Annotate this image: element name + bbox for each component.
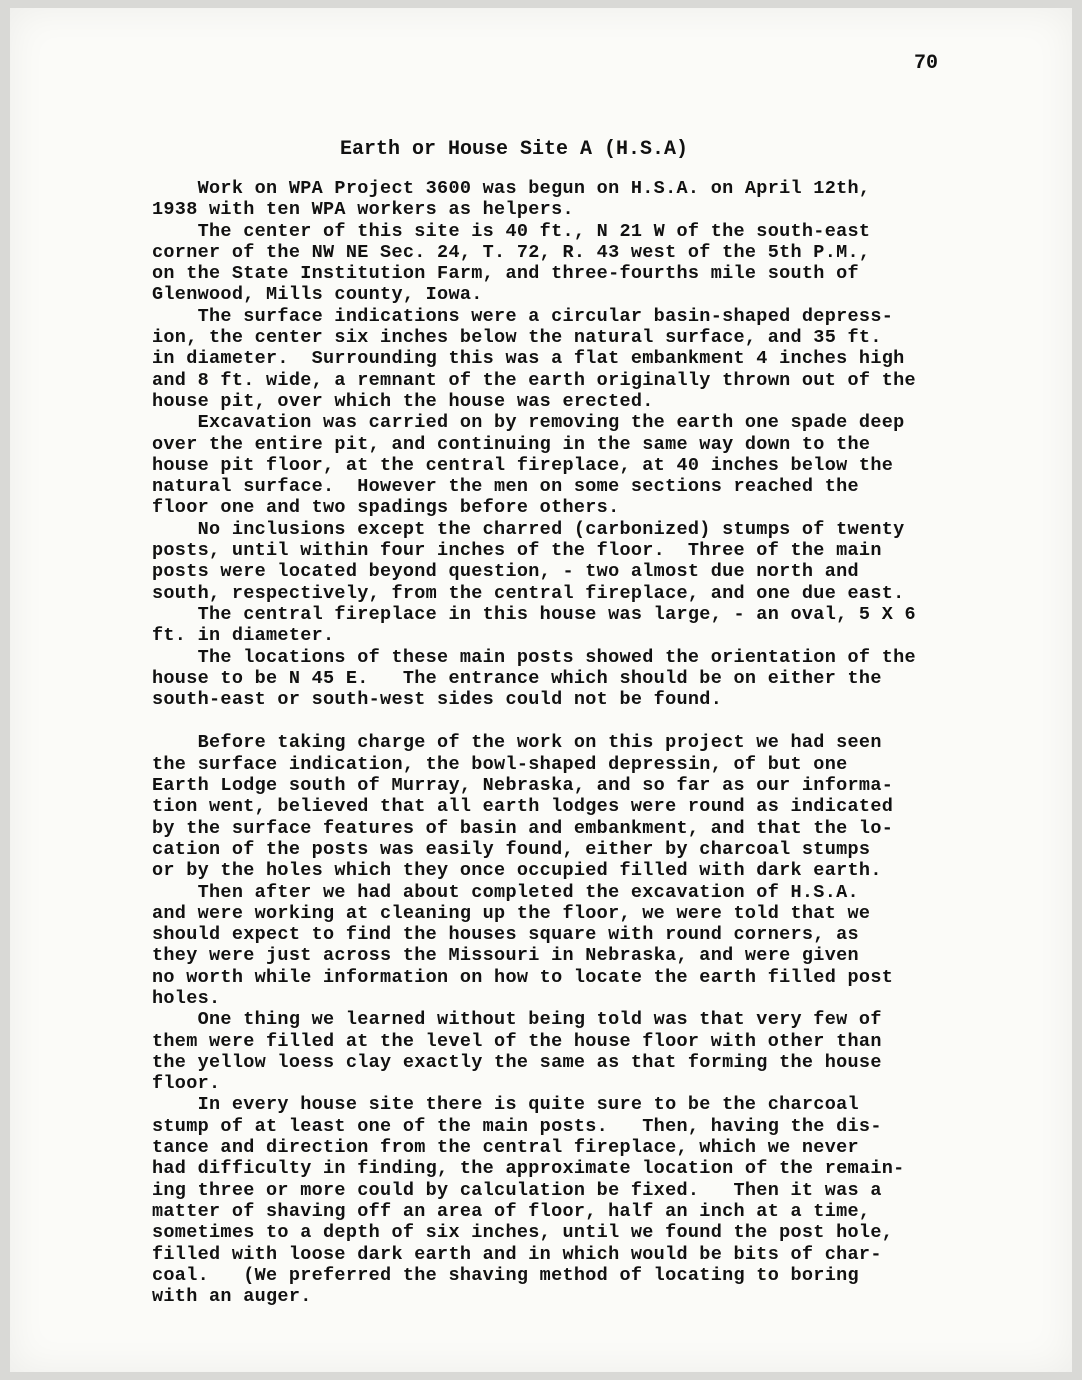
document-page (10, 8, 1072, 1372)
paragraph: The central fireplace in this house was large, - an oval, 5 X 6 ft. in diameter. (152, 603, 916, 647)
paragraph: The surface indications were a circular basin-shaped depress- ion, the center six inches below the natural surface, and 35 ft. in diameter. Surrounding this was a flat embankment 4 inches high and 8 ft. wide, a remnant of the earth originally thrown out of the house pit, over which the house was erected. (152, 305, 916, 412)
paragraph: Excavation was carried on by removing the earth one spade deep over the entire pit, and continuing in the same way down to the house pit floor, at the central fireplace, at 40 inches below the natural surface. However the men on some sections reached the floor one and two spadings before others. (152, 412, 905, 519)
paragraph: No inclusions except the charred (carbonized) stumps of twenty posts, until within four inches of the floor. Three of the main posts were located beyond question, - two almost due north and south, respectively, from the central fireplace, and one due east. (152, 518, 905, 604)
paragraph: In every house site there is quite sure to be the charcoal stump of at least one of the main posts. Then, having the dis- tance and direction from the central fireplace, which we never had difficulty in finding, the approximate location of the remain- ing three or more could by calculation be fixed. Then it was a matter of shaving off an area of floor, half an inch at a time, sometimes to a depth of six inches, until we found the post hole, filled with loose dark earth and in which would be bits of char- coal. (We preferred the shaving method of locating to boring with an auger. (152, 1094, 905, 1308)
page-title: Earth or House Site A (H.S.A) (340, 138, 689, 161)
paragraph: The center of this site is 40 ft., N 21 W of the south-east corner of the NW NE Sec. 24, T. 72, R. 43 west of the 5th P.M., on the State Institution Farm, and three-fourths mile south of Glenwood, Mills county, Iowa. (152, 220, 871, 306)
paragraph: Then after we had about completed the excavation of H.S.A. and were working at cleaning up the floor, we were told that we should expect to find the houses square with round corners, as they were just across the Missouri in Nebraska, and were given no worth while information on how to locate the earth filled post holes. (152, 881, 894, 1009)
paragraph: Before taking charge of the work on this project we had seen the surface indication, the bowl-shaped depressin, of but one Earth Lodge south of Murray, Nebraska, and so far as our informa- tion went, believed that all earth lodges were round as indicated by the surface features of basin and embankment, and that the lo- cation of the posts was easily found, either by charcoal stumps or by the holes which they once occupied filled with dark earth. (152, 732, 894, 882)
paragraph-gap (152, 710, 1022, 732)
paragraph: Work on WPA Project 3600 was begun on H.S.A. on April 12th, 1938 with ten WPA workers as helpers. (152, 178, 871, 221)
page-number: 70 (914, 52, 939, 75)
document-body (152, 178, 1022, 1307)
paragraph: One thing we learned without being told was that very few of them were filled at the level of the house floor with other than the yellow loess clay exactly the same as that forming the house floor. (152, 1009, 882, 1095)
paragraph: The locations of these main posts showed the orientation of the house to be N 45 E. The entrance which should be on either the south-east or south-west sides could not be found. (152, 646, 916, 711)
